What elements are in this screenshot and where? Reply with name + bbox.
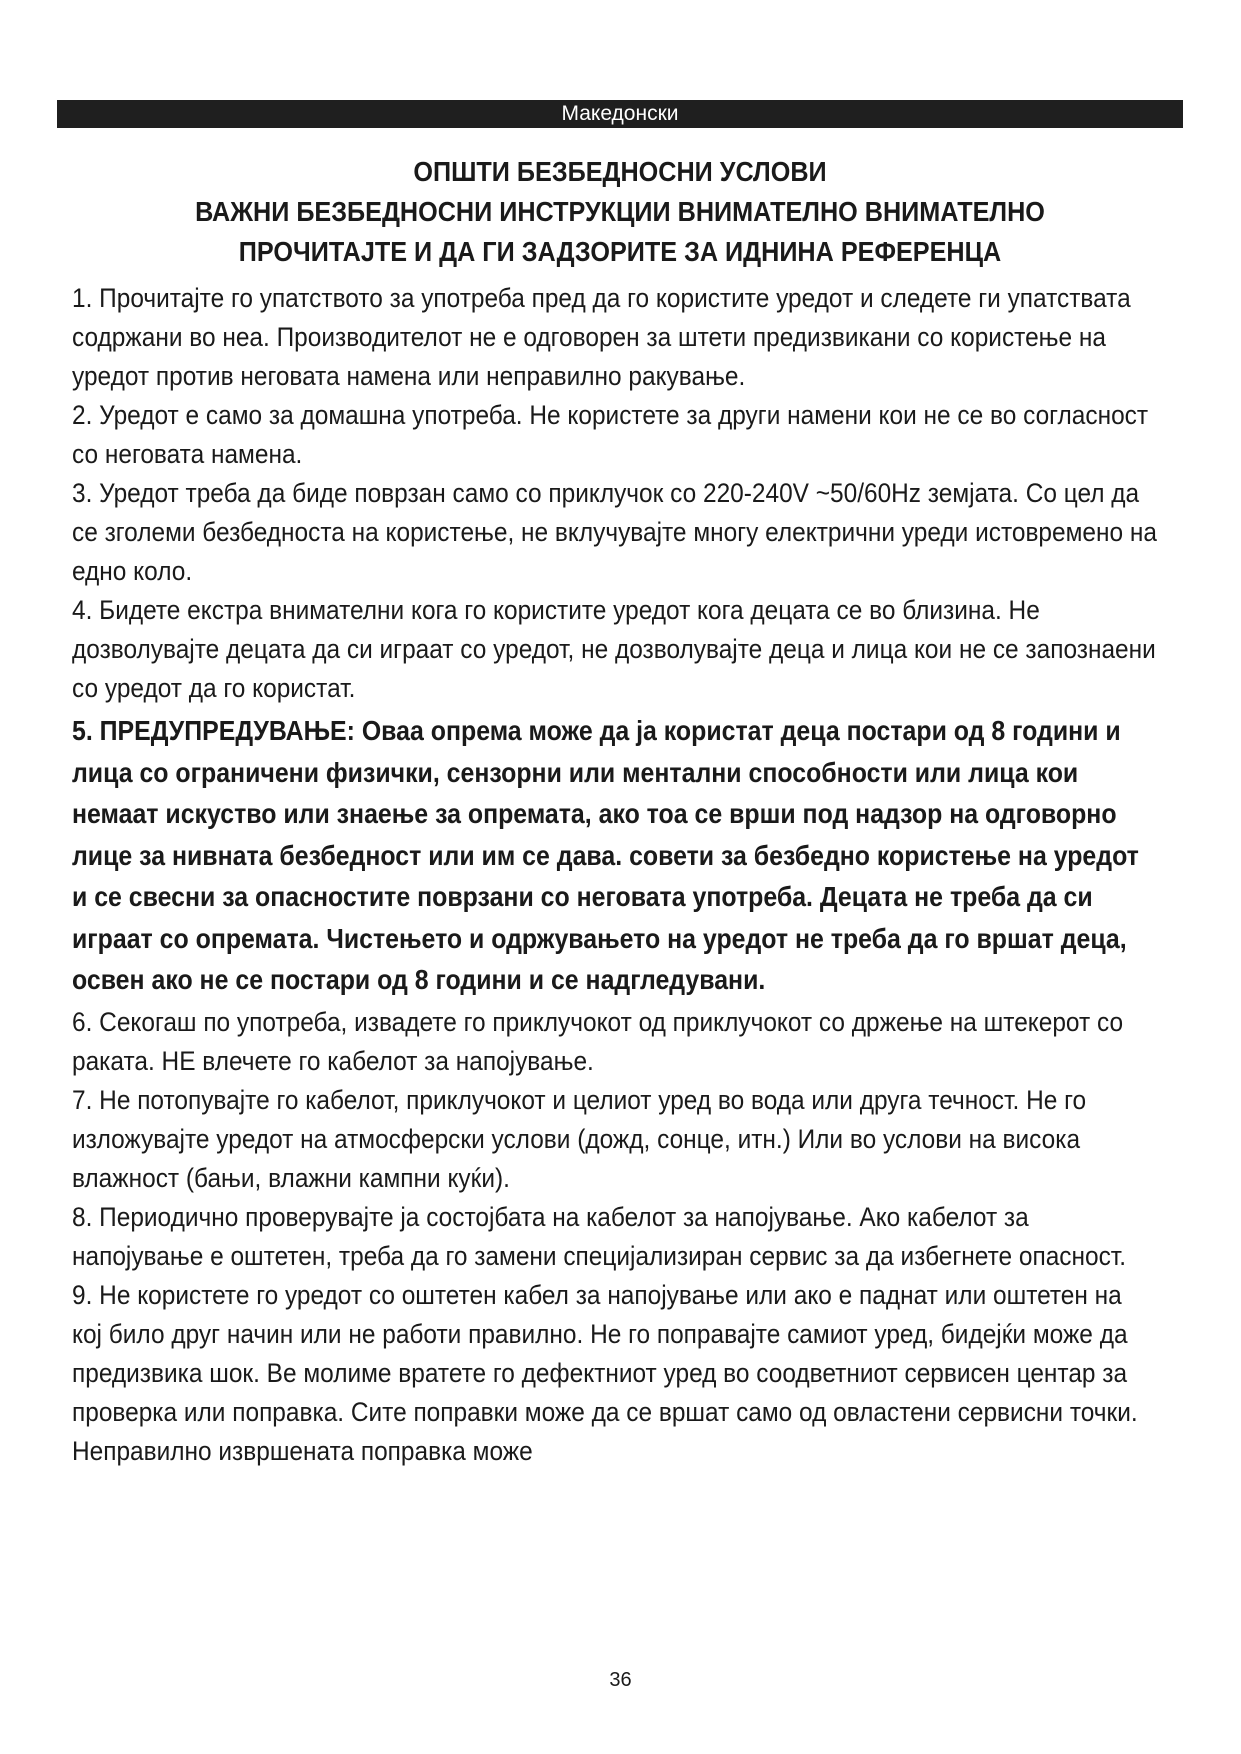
instruction-item-1: 1. Прочитајте го упатството за употреба пред да го користите уредот и следете ги упатствата содржани во неа. Производителот не е одговорен за штети предизвикани со користење на уредот против неговата намена или неправилно ракување. (72, 283, 1131, 391)
instruction-item-8: 8. Периодично проверувајте ја состојбата на кабелот за напојување. Ако кабелот за напојување е оштетен, треба да го замени специјализиран сервис за да избегнете опасност. (72, 1201, 1127, 1271)
instruction-item-6: 6. Секогаш по употреба, извадете го приклучокот од приклучокот со држење на штекерот со раката. НЕ влечете го кабелот за напојување. (72, 1006, 1124, 1076)
page-number: 36 (609, 1669, 632, 1691)
instruction-item-2: 2. Уредот е само за домашна употреба. Не користете за други намени кои не се во согласност со неговата намена. (72, 400, 1149, 469)
instruction-item-9: 9. Не користете го уредот со оштетен кабел за напојување или ако е паднат или оштетен на кој било друг начин или не работи правилно. Не го поправајте самиот уред, бидејќи може да предизвика шок. Ве молиме вратете го дефектниот уред во соодветниот сервисен центар за проверка или поправка. Сите поправки може да се вршат само од овластени сервисни точки. Неправилно извршената поправка може (72, 1279, 1138, 1466)
instruction-item-3: 3. Уредот треба да биде поврзан само со приклучок со 220-240V ~50/60Hz земјата. Со цел да се зголеми безбедноста на користење, не вклучувајте многу електрични уреди истовремено на едно коло. (72, 478, 1157, 586)
instruction-item-4: 4. Бидете екстра внимателни кога го користите уредот кога децата се во близина. Не дозволувајте децата да си играат со уредот, не дозволувајте деца и лица кои не се запознаени со уредот да го користат. (72, 595, 1156, 703)
subtitle-line-2: ПРОЧИТАЈТЕ И ДА ГИ ЗАДЗОРИТЕ ЗА ИДНИНА РЕФЕРЕНЦА (238, 236, 1002, 267)
instruction-item-7: 7. Не потопувајте го кабелот, приклучокот и целиот уред во вода или друга течност. Не го изложувајте уредот на атмосферски услови (дожд, сонце, итн.) Или во услови на висока влажност (бањи, влажни кампни куќи). (72, 1084, 1087, 1193)
language-header-bar: Македонски (57, 100, 1183, 128)
page-title: ОПШТИ БЕЗБЕДНОСНИ УСЛОВИ (413, 156, 827, 187)
section-title-block (113, 152, 1126, 272)
safety-instructions-list (72, 279, 1158, 1471)
subtitle-line-1: ВАЖНИ БЕЗБЕДНОСНИ ИНСТРУКЦИИ ВНИМАТЕЛНО ВНИМАТЕЛНО (195, 196, 1045, 227)
instruction-item-5-warning: 5. ПРЕДУПРЕДУВАЊЕ: Оваа опрема може да ја користат деца постари од 8 години и лица со ограничени физички, сензорни или ментални способности или лица кои немаат искуство или знаење за опремата, ако тоа се врши под надзор на одговорно лице за нивната безбедност или им се дава. совети за безбедно користење на уредот и се свесни за опасностите поврзани со неговата употреба. Децата не треба да си играат со опремата. Чистењето и одржувањето на уредот не треба да го вршат деца, освен ако не се постари од 8 години и се надгледувани. (72, 715, 1139, 995)
